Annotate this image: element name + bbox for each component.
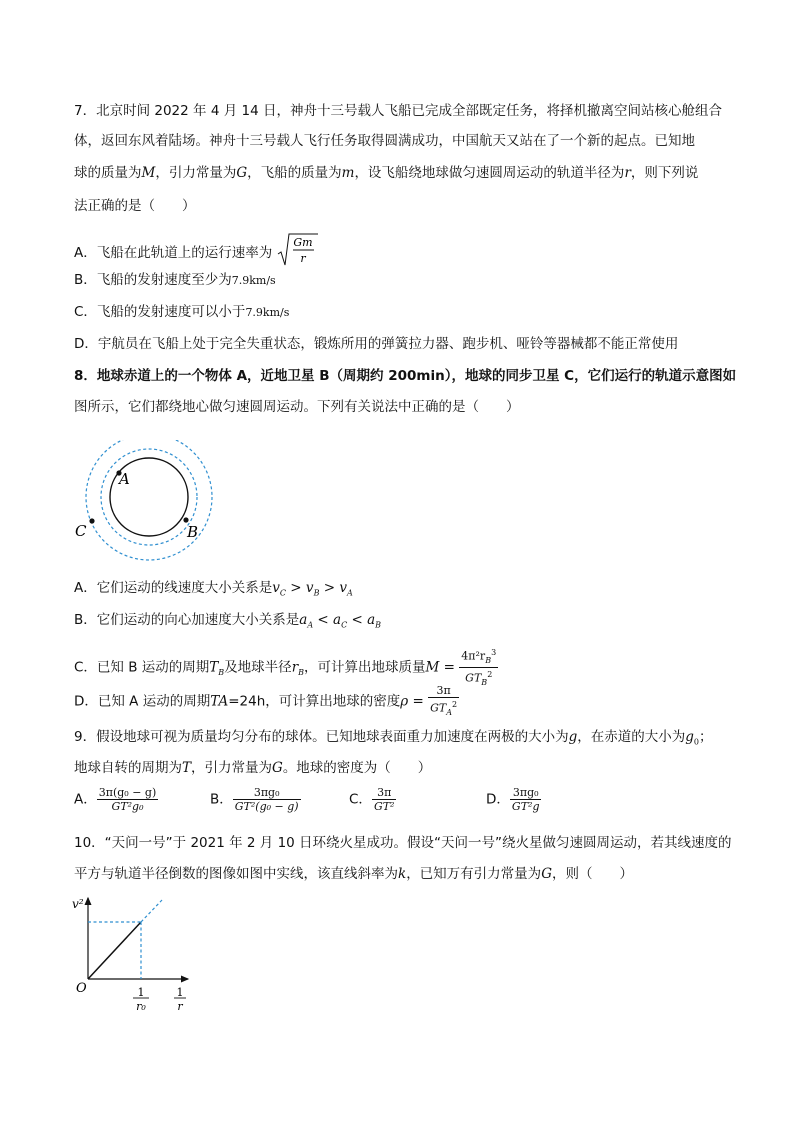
q9-text: 。地球的密度为（ ） (282, 760, 432, 776)
point-b (183, 517, 188, 522)
label-a: A (119, 470, 130, 488)
speed-value: 7.9km/s (245, 306, 290, 319)
q7-text: ，飞船的质量为 (247, 165, 342, 181)
q8-option-c (74, 646, 498, 689)
q8-option-b (74, 610, 381, 636)
fraction-denominator: GT²g₀ (111, 800, 144, 813)
option-label: D． (486, 791, 510, 808)
fraction-denominator: GT (430, 701, 447, 715)
q9-line-2 (74, 758, 431, 778)
fraction-numerator: 3πg₀ (233, 786, 301, 800)
var-a: a (333, 612, 342, 628)
option-text: 及地球半径 (224, 659, 292, 676)
q9-text: ，在赤道的大小为 (577, 729, 686, 745)
sqrt-numerator: Gm (292, 236, 313, 249)
option-text: D．已知 A 运动的周期 (74, 693, 211, 710)
gt-sign: > (319, 580, 340, 596)
q10-text: ，则（ ） (551, 866, 633, 882)
gt-sign: > (286, 580, 306, 596)
q7-text: ，则下列说 (630, 165, 699, 181)
q9-text: ，引力常量为 (191, 760, 273, 776)
label-b: B (187, 523, 199, 541)
x-axis-denominator: r (177, 1000, 183, 1013)
subscript: 0 (693, 737, 699, 747)
option-text: B．它们运动的向心加速度大小关系是 (74, 612, 300, 628)
q9-option-d (486, 786, 541, 813)
orbit-diagram (72, 440, 232, 568)
solid-line (88, 922, 141, 979)
q7-option-c (74, 302, 289, 323)
var-rho: ρ (400, 693, 409, 710)
q7-option-d: D．宇航员在飞船上处于完全失重状态，锻炼所用的弹簧拉力器、跑步机、哑铃等器械都不能正常使用 (74, 336, 679, 352)
q7-line-3 (74, 163, 698, 183)
density-fraction (428, 684, 459, 719)
q7-text: 球的质量为 (74, 165, 142, 181)
fraction-numerator: 3π(g₀ − g) (98, 786, 157, 799)
sqrt-expression (277, 232, 319, 274)
var-r: r (624, 165, 631, 181)
option-text: ，可计算出地球质量 (304, 659, 426, 676)
q8-option-d (74, 684, 459, 719)
q9-option-c (349, 786, 396, 813)
q8-line-2: 图所示，它们都绕地心做匀速圆周运动。下列有关说法中正确的是（ ） (74, 399, 520, 415)
option-text: C．飞船的发射速度可以小于 (74, 304, 246, 320)
option-text: C．已知 B 运动的周期 (74, 659, 210, 676)
var-M: M (141, 165, 156, 181)
sqrt-denominator: r (299, 252, 306, 265)
fraction-numerator: 3πg₀ (510, 786, 542, 800)
q9-option-a (74, 786, 158, 813)
subscript: A (347, 588, 353, 598)
option-fraction (510, 786, 542, 813)
fraction-numerator: 4π²r (461, 649, 486, 663)
option-fraction (97, 786, 159, 813)
superscript: 3 (491, 648, 497, 657)
q7-line-1: 7．北京时间 2022 年 4 月 14 日，神舟十三号载人飞船已完成全部既定任务，将择机撤离空间站核心舱组合 (74, 103, 722, 119)
subscript: B (481, 677, 488, 687)
fraction-denominator: GT² (373, 800, 395, 813)
var-g0: g (685, 729, 694, 745)
var-g: g (568, 729, 578, 745)
option-label: C． (349, 791, 372, 808)
v2-vs-1-over-r-graph (70, 892, 200, 1014)
superscript: 2 (452, 700, 458, 709)
lt-sign: < (347, 612, 368, 628)
x-axis-numerator: 1 (176, 986, 184, 999)
var-G: G (272, 760, 283, 776)
equals-sign: = (439, 659, 460, 676)
q9-option-b (210, 786, 301, 813)
r0-numerator: 1 (137, 986, 145, 999)
equals-sign: = (408, 693, 429, 710)
q10-text: 平方与轨道半径倒数的图像如图中实线，该直线斜率为 (74, 866, 398, 882)
var-k: k (398, 866, 407, 882)
subscript: A (307, 620, 314, 630)
q7-line-4: 法正确的是（ ） (74, 198, 196, 214)
fraction-denominator: GT (465, 671, 482, 685)
label-c: C (75, 522, 87, 540)
dashed-extension (141, 900, 162, 922)
var-r: r (291, 659, 299, 676)
q8-option-a (74, 578, 353, 604)
var-m: m (341, 165, 355, 181)
option-label: B． (210, 791, 233, 808)
y-axis-label: v² (72, 897, 84, 911)
q10-text: ，已知万有引力常量为 (406, 866, 542, 882)
lt-sign: < (313, 612, 334, 628)
subscript: C (341, 620, 348, 630)
q7-text: ，引力常量为 (155, 165, 237, 181)
point-c (89, 518, 94, 523)
var-TA: TA (210, 693, 229, 710)
fraction-numerator: 3π (372, 786, 397, 800)
var-G: G (236, 165, 248, 181)
var-v: v (305, 580, 314, 596)
option-fraction (233, 786, 301, 813)
var-v: v (272, 580, 280, 596)
fraction-denominator: GT²(g₀ − g) (234, 800, 299, 813)
subscript: A (446, 707, 453, 717)
option-text: =24h，可计算出地球的密度 (228, 693, 401, 710)
var-T: T (209, 659, 219, 676)
var-a: a (299, 612, 308, 628)
var-G: G (541, 866, 552, 882)
origin-label: O (76, 981, 87, 996)
option-text: A．飞船在此轨道上的运行速率为 (74, 245, 273, 261)
var-v: v (339, 580, 347, 596)
q9-text: 地球自转的周期为 (74, 760, 182, 776)
orbit-b (101, 449, 197, 545)
option-fraction (372, 786, 397, 813)
superscript: 2 (487, 669, 493, 679)
q10-line-1: 10．“天问一号”于 2021 年 2 月 10 日环绕火星成功。假设“天问一号”绕火星做匀速圆周运动，若其线速度的 (74, 835, 732, 851)
mass-fraction (459, 646, 498, 689)
subscript: B (218, 668, 225, 678)
q7-option-b (74, 270, 276, 291)
speed-value: 7.9km/s (231, 274, 276, 287)
fraction-denominator: GT²g (511, 800, 540, 813)
q8-line-1: 8．地球赤道上的一个物体 A，近地卫星 B（周期约 200min），地球的同步卫星 C，它们运行的轨道示意图如 (74, 368, 737, 384)
q9-text: 9．假设地球可视为质量均匀分布的球体。已知地球表面重力加速度在两极的大小为 (74, 729, 569, 745)
option-text: B．飞船的发射速度至少为 (74, 272, 232, 288)
subscript: B (485, 655, 492, 665)
q9-line-1 (74, 727, 713, 753)
sqrt-symbol (277, 232, 319, 268)
var-M: M (425, 659, 440, 676)
fraction-numerator: 3π (428, 684, 459, 698)
r0-denominator: r₀ (136, 1000, 146, 1013)
q9-text: ； (699, 729, 713, 745)
q7-option-a (74, 232, 319, 274)
subscript: C (279, 588, 287, 598)
subscript: B (298, 668, 305, 678)
var-T: T (182, 760, 192, 776)
option-text: A．它们运动的线速度大小关系是 (74, 580, 273, 596)
subscript: B (375, 620, 382, 630)
subscript: B (313, 588, 320, 598)
option-label: A． (74, 791, 97, 808)
q7-line-2: 体，返回东风着陆场。神舟十三号载人飞行任务取得圆满成功，中国航天又站在了一个新的起点。已知地 (74, 133, 695, 149)
var-a: a (367, 612, 376, 628)
q7-text: ，设飞船绕地球做匀速圆周运动的轨道半径为 (354, 165, 625, 181)
q10-line-2 (74, 864, 633, 884)
